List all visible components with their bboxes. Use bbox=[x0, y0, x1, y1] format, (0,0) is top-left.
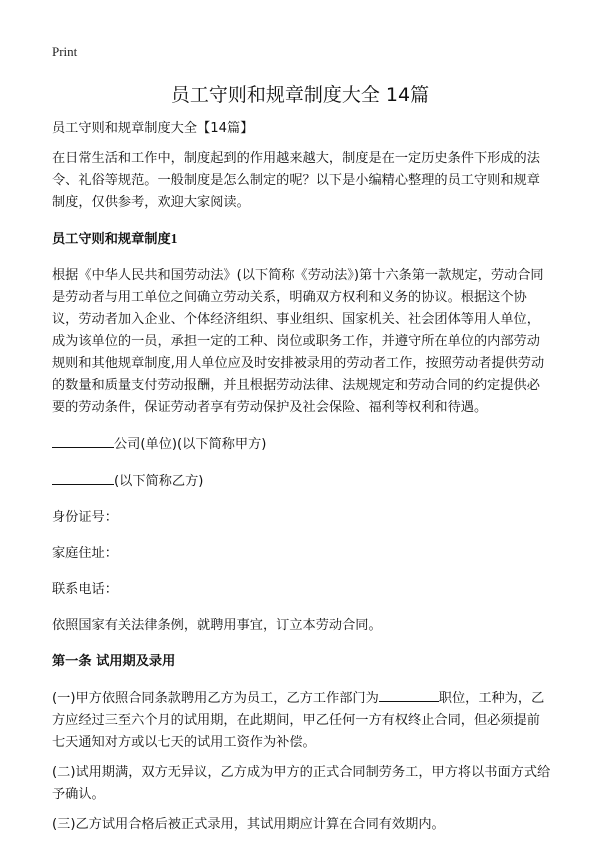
department-blank bbox=[379, 687, 439, 702]
address-line: 家庭住址： bbox=[52, 546, 118, 561]
subtitle: 员工守则和规章制度大全【14篇】 bbox=[52, 121, 254, 136]
party-a-label: 公司(单位)(以下简称甲方) bbox=[114, 437, 267, 452]
phone-line: 联系电话： bbox=[52, 582, 118, 597]
party-b-blank bbox=[52, 470, 114, 485]
article-item-3: (三)乙方试用合格后被正式录用，其试用期应计算在合同有效期内。 bbox=[52, 817, 445, 832]
article-item-2: (二)试用期满，双方无异议，乙方成为甲方的正式合同制劳务工，甲方将以书面方式给予确认。 bbox=[52, 765, 551, 802]
article-heading: 第一条 试用期及录用 bbox=[52, 654, 176, 669]
agreement-paragraph: 依照国家有关法律条例，就聘用事宜，订立本劳动合同。 bbox=[52, 618, 382, 633]
article-item-1 bbox=[52, 687, 552, 754]
document-body bbox=[52, 118, 552, 850]
article-item-1-part-b: 职位，工种为，乙方应经过三至六个月的试用期，在此期间，甲乙任何一方有权终止合同，但必须提前七天通知对方或以七天的试用工资作为补偿。 bbox=[52, 691, 545, 750]
party-a-blank bbox=[52, 433, 114, 448]
article-item-1-part-a: (一)甲方依照合同条款聘用乙方为员工，乙方工作部门为 bbox=[52, 691, 379, 706]
party-b-label: (以下简称乙方) bbox=[114, 474, 204, 489]
section-heading-text: 员工守则和规章制度 bbox=[52, 232, 171, 247]
section-heading bbox=[52, 228, 552, 251]
section-paragraph: 根据《中华人民共和国劳动法》(以下简称《劳动法》)第十六条第一款规定，劳动合同是劳动者与用工单位之间确立劳动关系，明确双方权利和义务的协议。根据这个协议，劳动者加入企业、个体经济组织、事业组织、国家机关、社会团体等用人单位，成为该单位的一员，承担一定的工种、岗位或职务工作，并遵守所在单位的内部劳动规则和其他规章制度,用人单位应及时安排被录用的劳动者工作，按照劳动者提供劳动的数量和质量支付劳动报酬，并且根据劳动法律、法规规定和劳动合同的约定提供必要的劳动条件，保证劳动者享有劳动保护及社会保险、福利等权利和待遇。 bbox=[52, 268, 545, 415]
party-b-line bbox=[52, 470, 552, 493]
intro-paragraph: 在日常生活和工作中，制度起到的作用越来越大，制度是在一定历史条件下形成的法令、礼俗等规范。一般制度是怎么制定的呢？以下是小编精心整理的员工守则和规章制度，仅供参考，欢迎大家阅读。 bbox=[52, 151, 540, 210]
party-a-line bbox=[52, 433, 552, 456]
print-label: Print bbox=[52, 44, 78, 59]
id-number-line: 身份证号： bbox=[52, 510, 118, 525]
section-heading-number: 1 bbox=[170, 231, 178, 246]
page-title: 员工守则和规章制度大全 14篇 bbox=[170, 84, 430, 106]
